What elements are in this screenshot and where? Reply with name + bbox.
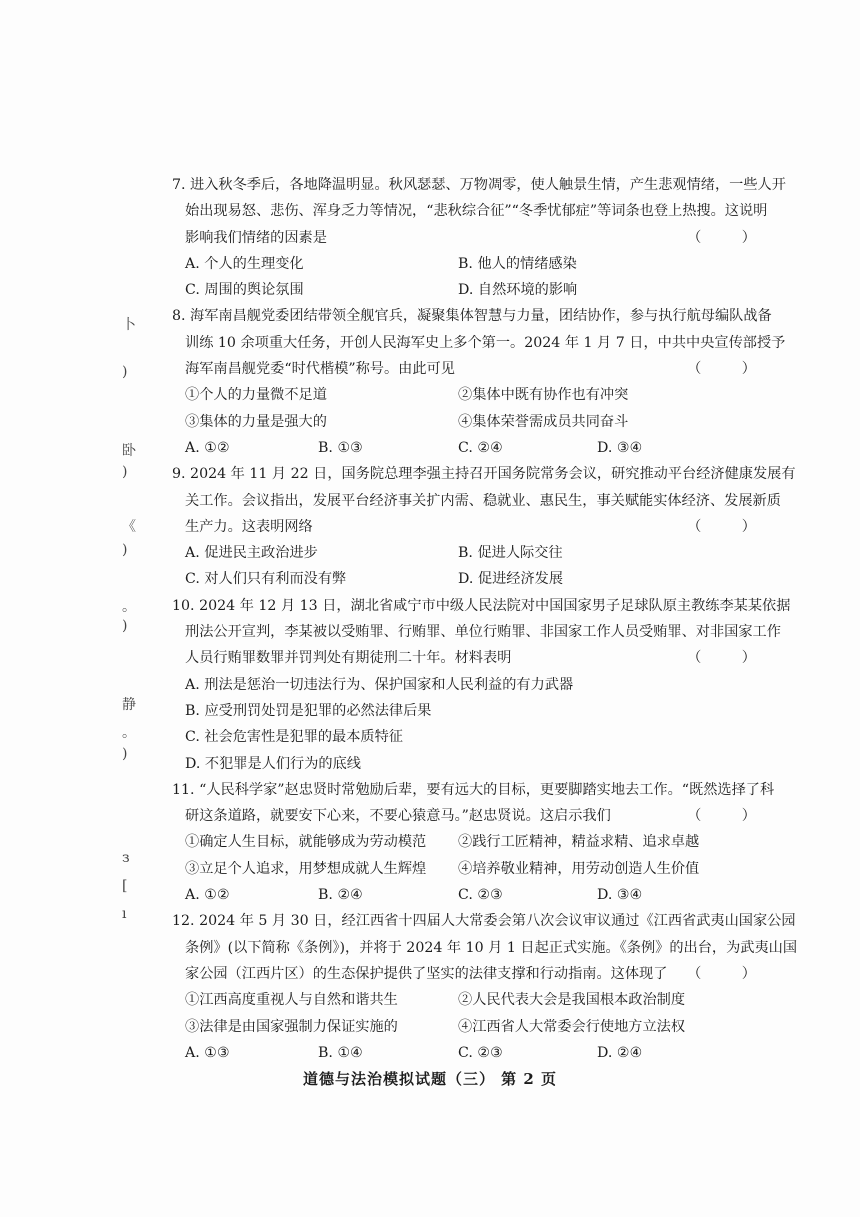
question-line-text: 生产力。这表明网络	[185, 518, 313, 535]
statements-row	[172, 987, 782, 1013]
question-line-last	[172, 803, 782, 829]
margin-mark: 《	[122, 519, 136, 535]
statement-4: ④江西省人大常委会行使地方立法权	[458, 1018, 686, 1035]
question-line-last	[172, 645, 782, 671]
margin-mark: 卧	[122, 443, 136, 459]
option-a: A. ①②	[185, 887, 230, 904]
question-line: 11. “人民科学家”赵忠贤时常勉励后辈，要有远大的目标，更要脚踏实地去工作。“既然选择了科	[172, 781, 775, 798]
margin-mark: )	[122, 464, 128, 480]
options-row	[172, 882, 782, 908]
option-b: B. ①④	[318, 1044, 363, 1061]
margin-mark: 卜	[122, 317, 136, 333]
option-b: B. 促进人际交往	[458, 545, 563, 562]
question-line: 9. 2024 年 11 月 22 日，国务院总理李强主持召开国务院常务会议，研究推动平台经济健康发展有	[172, 466, 796, 483]
question-7	[172, 172, 786, 303]
statement-1: ①江西高度重视人与自然和谐共生	[185, 992, 398, 1009]
margin-mark: 静	[122, 697, 136, 713]
statement-3: ③法律是由国家强制力保证实施的	[185, 1018, 398, 1035]
option-b: B. ①③	[318, 439, 363, 456]
statement-4: ④培养敬业精神，用劳动创造人生价值	[458, 860, 700, 877]
question-line-last	[172, 356, 782, 382]
statement-3: ③立足个人追求，用梦想成就人生辉煌	[185, 860, 427, 877]
option-d: D. 促进经济发展	[458, 571, 564, 588]
option-a: A. 刑法是惩治一切违法行为、保护国家和人民利益的有力武器	[185, 676, 574, 693]
statement-2: ②人民代表大会是我国根本政治制度	[458, 992, 686, 1009]
margin-mark: з	[122, 850, 130, 866]
option-a: A. ①②	[185, 439, 230, 456]
option-d: D. ③④	[597, 439, 643, 456]
margin-mark: ı	[122, 906, 127, 922]
statements-row	[172, 856, 782, 882]
margin-mark: 。	[122, 599, 136, 615]
question-8	[172, 303, 786, 461]
options-row	[172, 1040, 782, 1066]
margin-mark: )	[122, 542, 128, 558]
option-b: B. ②④	[318, 887, 363, 904]
statement-3: ③集体的力量是强大的	[185, 413, 327, 430]
statement-4: ④集体荣誉需成员共同奋斗	[458, 413, 629, 430]
option-c: C. ②③	[458, 887, 503, 904]
option-d: D. ③④	[597, 887, 643, 904]
question-line-text: 海军南昌舰党委“时代楷模”称号。由此可见	[185, 361, 455, 378]
question-line: 12. 2024 年 5 月 30 日，经江西省十四届人大常委会第八次会议审议通过《江西省武夷山国家公园	[172, 913, 796, 930]
margin-mark: [	[122, 878, 128, 894]
options-row	[172, 251, 782, 277]
answer-bracket: （ ）	[687, 361, 774, 378]
question-line: 10. 2024 年 12 月 13 日，湖北省咸宁市中级人民法院对中国国家男子足球队原主教练李某某依据	[172, 597, 791, 614]
question-10	[172, 593, 791, 777]
margin-mark: )	[122, 364, 128, 380]
options-row	[172, 540, 782, 566]
answer-bracket: （ ）	[687, 650, 774, 667]
option-c: C. 周围的舆论氛围	[185, 282, 304, 299]
answer-bracket: （ ）	[687, 518, 774, 535]
question-line-text: 研这条道路，就要安下心来，不要心猿意马。”赵忠贤说。这启示我们	[185, 808, 611, 825]
answer-bracket: （ ）	[687, 808, 774, 825]
option-a: A. ①③	[185, 1044, 230, 1061]
question-line: 条例》(以下简称《条例》)，并将于 2024 年 10 月 1 日起正式实施。《条例》的出台，为武夷山国	[185, 939, 798, 956]
margin-mark: )	[122, 746, 128, 762]
statement-2: ②践行工匠精神，精益求精、追求卓越	[458, 834, 700, 851]
question-line-last	[172, 225, 782, 251]
option-b: B. 应受刑罚处罚是犯罪的必然法律后果	[185, 702, 432, 719]
question-11	[172, 777, 782, 908]
page-footer: 道德与法治模拟试题（三） 第 2 页	[302, 1070, 558, 1088]
answer-bracket: （ ）	[687, 965, 774, 982]
margin-mark: )	[122, 618, 128, 634]
statement-2: ②集体中既有协作也有冲突	[458, 387, 629, 404]
option-d: D. 自然环境的影响	[458, 282, 578, 299]
statement-1: ①确定人生目标，就能够成为劳动模范	[185, 834, 427, 851]
option-b: B. 他人的情绪感染	[458, 255, 577, 272]
statements-row	[172, 382, 782, 408]
statements-row	[172, 409, 782, 435]
question-12	[172, 908, 798, 1066]
option-c: C. 社会危害性是犯罪的最本质特征	[185, 729, 403, 746]
question-9	[172, 461, 796, 592]
option-a: A. 个人的生理变化	[185, 255, 304, 272]
question-line-text: 家公园（江西片区）的生态保护提供了坚实的法律支撑和行动指南。这体现了	[185, 965, 668, 982]
question-line: 8. 海军南昌舰党委团结带领全舰官兵，凝聚集体智慧与力量，团结协作，参与执行航母编队战备	[172, 308, 772, 325]
question-line-last	[172, 514, 782, 540]
option-c: C. ②③	[458, 1044, 503, 1061]
options-row	[172, 566, 782, 592]
question-line-text: 人员行贿罪数罪并罚判处有期徒刑二十年。材料表明	[185, 650, 512, 667]
option-c: C. 对人们只有利而没有弊	[185, 571, 347, 588]
question-line: 7. 进入秋冬季后，各地降温明显。秋风瑟瑟、万物凋零，使人触景生情，产生悲观情绪，一些人开	[172, 177, 786, 193]
answer-bracket: （ ）	[687, 229, 774, 246]
option-a: A. 促进民主政治进步	[185, 545, 318, 562]
options-row	[172, 435, 782, 461]
option-c: C. ②④	[458, 439, 503, 456]
question-line: 关工作。会议指出，发展平台经济事关扩内需、稳就业、惠民生，事关赋能实体经济、发展新质	[185, 492, 781, 509]
statements-row	[172, 829, 782, 855]
questions-block	[172, 172, 798, 1066]
left-margin-bleed-marks	[122, 0, 142, 1217]
question-line: 训练 10 余项重大任务，开创人民海军史上多个第一。2024 年 1 月 7 日，中共中央宣传部授予	[185, 334, 786, 351]
question-line-last	[172, 961, 782, 987]
option-d: D. 不犯罪是人们行为的底线	[185, 755, 361, 772]
options-row	[172, 277, 782, 303]
question-line-text: 影响我们情绪的因素是	[185, 229, 327, 246]
statement-1: ①个人的力量微不足道	[185, 387, 327, 404]
option-d: D. ②④	[597, 1044, 643, 1061]
question-line: 始出现易怒、悲伤、浑身乏力等情况，“悲秋综合征”“冬季忧郁症”等词条也登上热搜。这说明	[185, 203, 768, 220]
statements-row	[172, 1014, 782, 1040]
margin-mark: 。	[122, 725, 136, 741]
question-line: 刑法公开宣判，李某被以受贿罪、行贿罪、单位行贿罪、非国家工作人员受贿罪、对非国家工作	[185, 624, 781, 641]
